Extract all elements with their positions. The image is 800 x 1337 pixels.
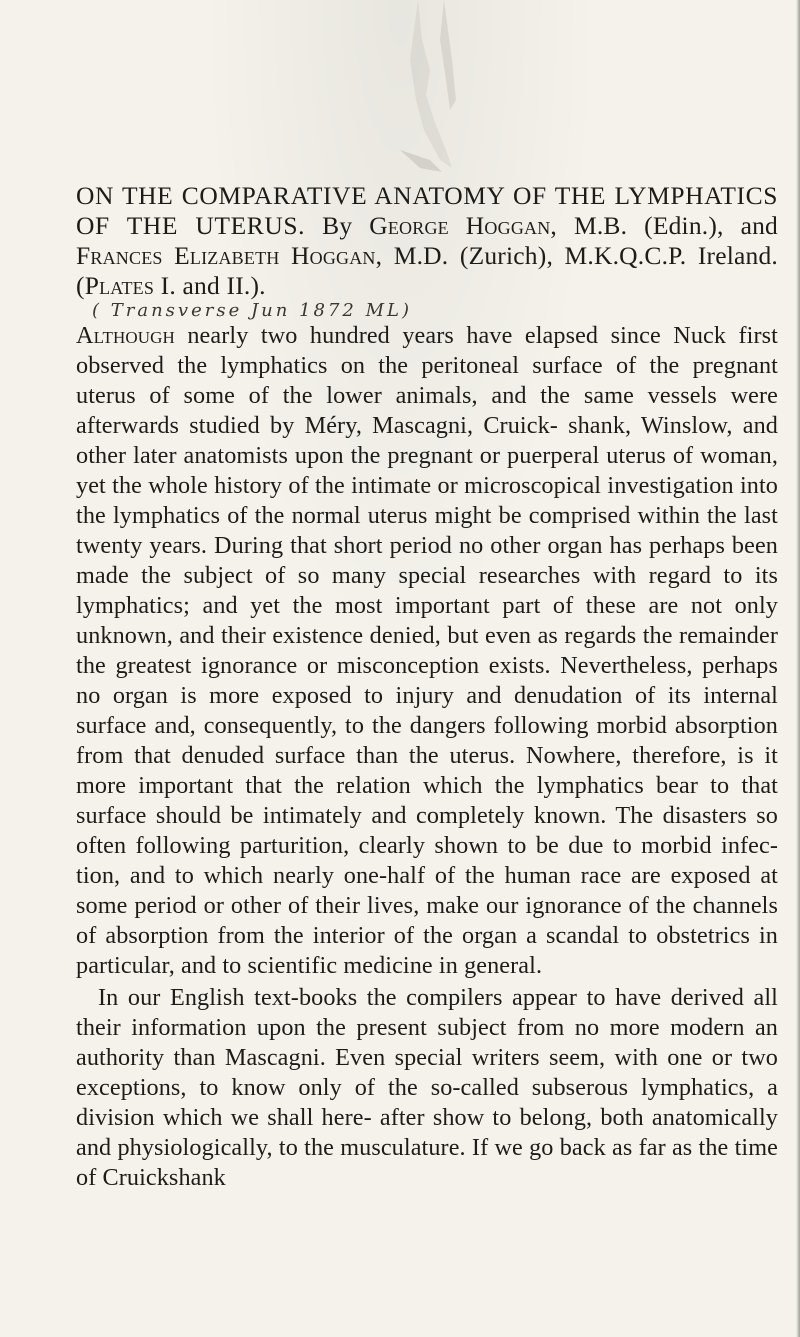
article-title xyxy=(76,181,778,301)
author-1-name: George Hoggan xyxy=(369,211,551,240)
paragraph-1-text: nearly two hundred years have elapsed since Nuck first observed the lymphatics on the peritoneal surface of the pregnant uterus of some of the lower animals, and the same vessels were afterwards studied by Méry, Mascagni, Cruick- shank, Winslow, and other later anatomists upon the pregnant or puerperal uterus of woman, yet the whole history of the intimate or microscopical investigation into the lymphatics of the normal uterus might be comprised within the last twenty years. During that short period no other organ has perhaps been made the subject of so many special researches with regard to its lymphatics; and yet the most important part of these are not only unknown, and their existence denied, but even as regards the remainder the greatest ignorance or misconception exists. Nevertheless, perhaps no organ is more exposed to injury and denudation of its internal surface and, consequently, to the dangers following morbid absorption from that denuded surface than the uterus. Nowhere, therefore, is it more important that the relation which the lymphatics bear to that surface should be intimately and completely known. The disasters so often following parturition, clearly shown to be due to morbid infec- tion, and to which nearly one-half of the human race are exposed at some period or other of their lives, make our ignorance of the channels of absorption from the interior of the organ a scandal to obstetrics in particular, and to scientific medicine in general. xyxy=(76,322,778,979)
title-heading: ON THE COMPARATIVE ANATOMY OF THE LYMPHATICS OF THE UTERUS. xyxy=(76,181,778,240)
author-1-degree: , M.B. (Edin.), and xyxy=(550,211,778,240)
article-text xyxy=(76,181,778,1193)
plates-range: I. and II. xyxy=(154,271,251,300)
plates-open: ( xyxy=(76,271,85,300)
author-2-name: Frances Elizabeth Hoggan xyxy=(76,241,376,270)
by-label: By xyxy=(322,211,353,240)
paragraph-1 xyxy=(76,321,778,981)
author-2-degree: , M.D. (Zurich), M.K.Q.C.P. Ireland. xyxy=(375,241,778,270)
paragraph-2-text: In our English text-books the compilers appear to have derived all their information upon the present subject from no more modern an authority than Mascagni. Even special writers seem, with one or two exceptions, to know only of the so-called subserous lymphatics, a division which we shall here- after show to belong, both anatomically and physiologically, to the musculature. If we go back as far as the time of Cruickshank xyxy=(76,984,778,1191)
paragraph-2 xyxy=(76,983,778,1193)
page-edge-shadow xyxy=(796,0,800,1337)
plates-close: ). xyxy=(250,271,266,300)
paragraph-1-lead: Although xyxy=(76,322,175,349)
stain-mark-icon xyxy=(360,0,500,175)
plates-label: Plates xyxy=(84,271,155,300)
handwritten-annotation: ( Transverse Jun 1872 ML) xyxy=(92,300,413,321)
